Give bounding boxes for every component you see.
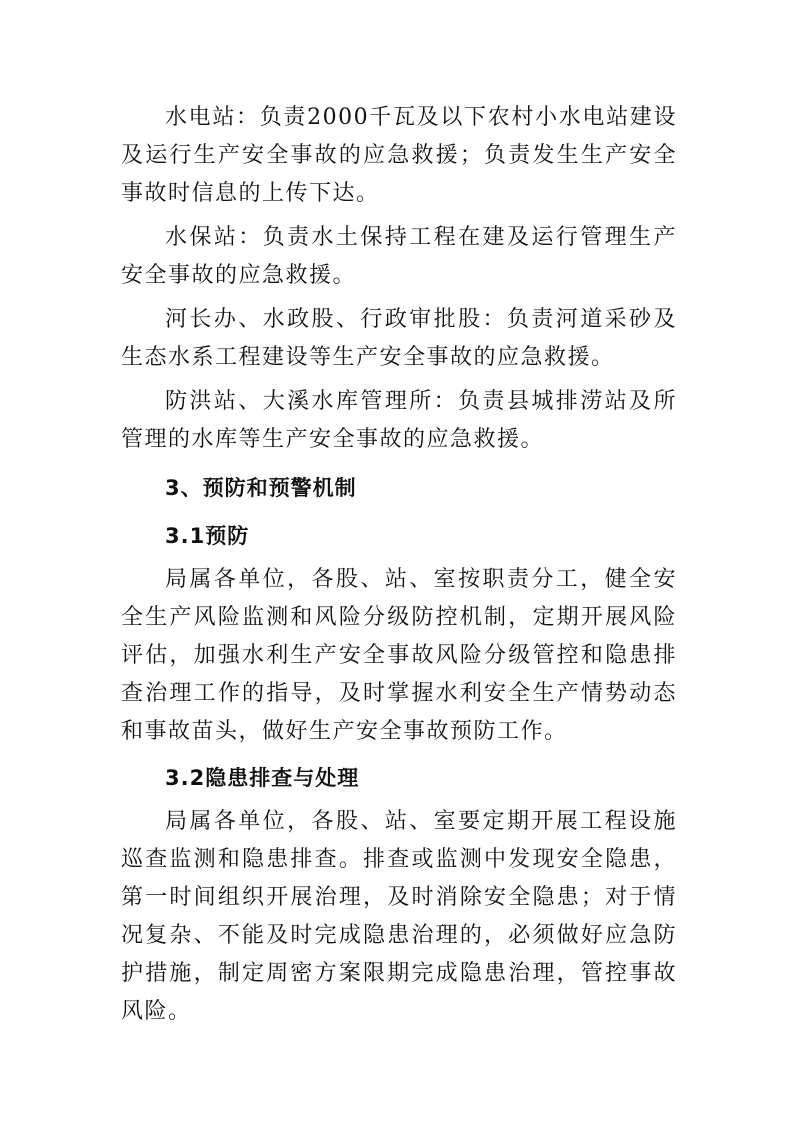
- paragraph-hazard-inspection: 局属各单位，各股、站、室要定期开展工程设施巡查监测和隐患排查。排查或监测中发现安全隐患，第一时间组织开展治理，及时消除安全隐患；对于情况复杂、不能及时完成隐患治理的，必须做好应急防护措施，制定周密方案限期完成隐患治理，管控事故风险。: [121, 809, 677, 1024]
- paragraph-hydropower-station: 水电站：负责2000千瓦及以下农村小水电站建设及运行生产安全事故的应急救援；负责发生生产安全事故时信息的上传下达。: [121, 105, 677, 206]
- paragraph-soil-conservation-station: 水保站：负责水土保持工程在建及运行管理生产安全事故的应急救援。: [121, 225, 677, 288]
- paragraph-prevention: 局属各单位，各股、站、室按职责分工，健全安全生产风险监测和风险分级防控机制，定期开展风险评估，加强水利生产安全事故风险分级管控和隐患排查治理工作的指导，及时掌握水利安全生产情势动态和事故苗头，做好生产安全事故预防工作。: [121, 567, 677, 744]
- section-heading-prevention-warning: 3、预防和预警机制: [165, 476, 357, 500]
- document-body: [121, 99, 677, 1031]
- subsection-heading-hazard-inspection: 3.2隐患排查与处理: [165, 766, 360, 790]
- subsection-heading-prevention: 3.1预防: [165, 524, 250, 548]
- paragraph-river-chief-office: 河长办、水政股、行政审批股：负责河道采砂及生态水系工程建设等生产安全事故的应急救援。: [121, 307, 677, 370]
- paragraph-flood-control-station: 防洪站、大溪水库管理所：负责县城排涝站及所管理的水库等生产安全事故的应急救援。: [121, 389, 677, 452]
